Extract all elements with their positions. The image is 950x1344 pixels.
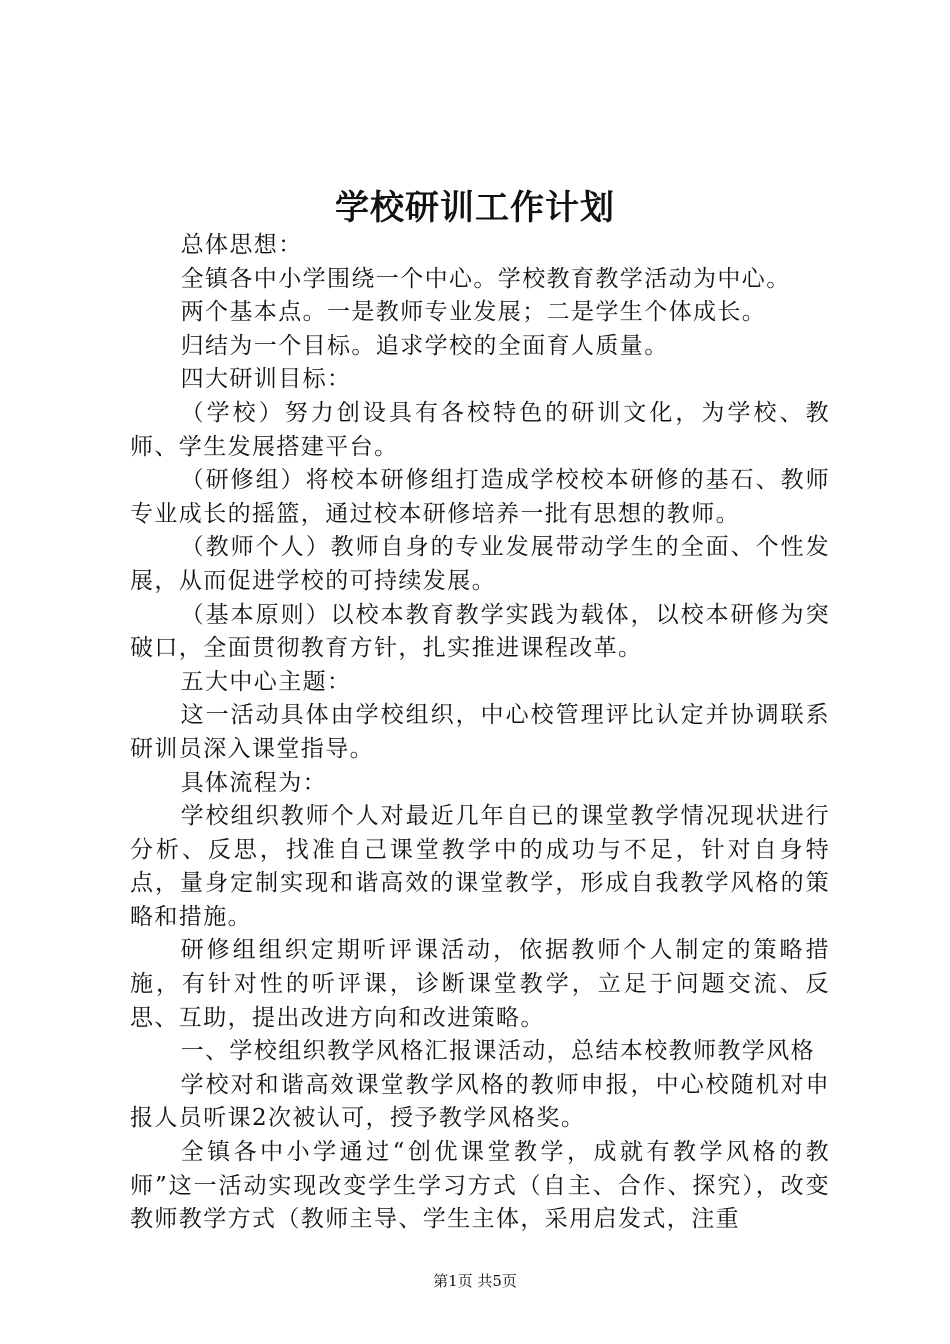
paragraph: （基本原则）以校本教育教学实践为载体，以校本研修为突破口，全面贯彻教育方针，扎实推进课程改革。: [130, 601, 830, 662]
paragraph: 总体思想：: [180, 232, 303, 258]
paragraph: 五大中心主题：: [180, 668, 352, 695]
paragraph: 四大研训目标：: [180, 366, 352, 393]
paragraph: 全镇各中小学围绕一个中心。学校教育教学活动为中心。: [180, 265, 791, 292]
paragraph: 学校组织教师个人对最近几年自已的课堂教学情况现状进行分析、反思，找准自己课堂教学中的成功与不足，针对自身特点，量身定制实现和谐高效的课堂教学，形成自我教学风格的策略和措施。: [130, 803, 830, 930]
paragraph: 一、学校组织教学风格汇报课活动，总结本校教师教学风格: [180, 1038, 815, 1065]
document-title: 学校研训工作计划: [335, 188, 615, 228]
page-footer: 第1页 共5页: [433, 1272, 517, 1290]
document-body: [130, 229, 830, 1237]
paragraph: （研修组）将校本研修组打造成学校校本研修的基石、教师专业成长的摇篮，通过校本研修培养一批有思想的教师。: [130, 467, 830, 527]
paragraph: 学校对和谐高效课堂教学风格的教师申报，中心校随机对申报人员听课2次被认可，授予教学风格奖。: [130, 1071, 830, 1132]
paragraph: 两个基本点。一是教师专业发展；二是学生个体成长。: [180, 299, 767, 326]
paragraph: 全镇各中小学通过“创优课堂教学，成就有教学风格的教师”这一活动实现改变学生学习方式（自主、合作、探究），改变教师教学方式（教师主导、学生主体，采用启发式，注重: [130, 1139, 830, 1233]
paragraph: 这一活动具体由学校组织，中心校管理评比认定并协调联系研训员深入课堂指导。: [130, 702, 830, 762]
paragraph: 具体流程为：: [180, 769, 327, 796]
paragraph: （教师个人）教师自身的专业发展带动学生的全面、个性发展，从而促进学校的可持续发展。: [130, 534, 830, 594]
paragraph: 研修组组织定期听评课活动，依据教师个人制定的策略措施，有针对性的听评课，诊断课堂教学，立足于问题交流、反思、互助，提出改进方向和改进策略。: [130, 937, 830, 1031]
paragraph: （学校）努力创设具有各校特色的研训文化，为学校、教师、学生发展搭建平台。: [130, 399, 830, 460]
paragraph: 归结为一个目标。追求学校的全面育人质量。: [180, 332, 669, 359]
